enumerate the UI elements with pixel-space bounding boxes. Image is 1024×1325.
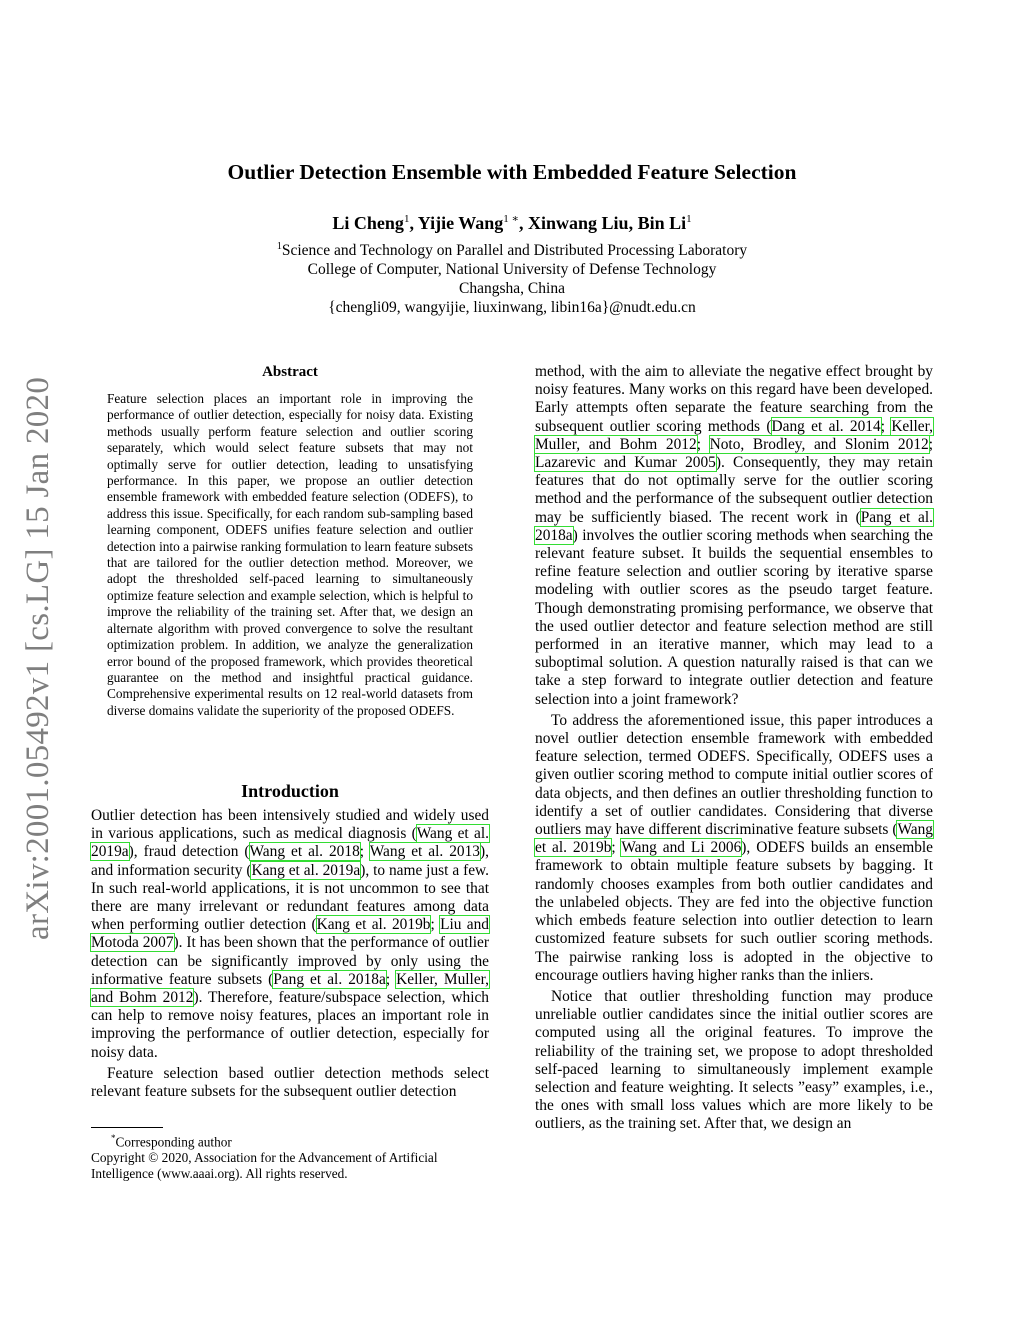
citation-link[interactable]: Liu and Motoda 2007	[91, 916, 490, 952]
affiliation-block	[140, 237, 884, 317]
citation-link[interactable]: Lazarevic and Kumar 2005	[535, 454, 716, 472]
citation-link[interactable]: Pang et al. 2018a	[273, 970, 386, 988]
affiliation-sup: 1	[276, 241, 282, 252]
author-name: Xinwang Liu, Bin Li	[528, 213, 687, 233]
introduction-heading: Introduction	[241, 781, 339, 801]
paper-title: Outlier Detection Ensemble with Embedded Feature Selection	[227, 160, 797, 184]
author-sup: 1	[403, 213, 410, 225]
affiliation-lab: Science and Technology on Parallel and Distributed Processing Laboratory	[281, 242, 748, 260]
affiliation-emails: {chengli09, wangyijie, liuxinwang, libin16a}@nudt.edu.cn	[328, 299, 696, 317]
author-list: Li Cheng$^1$, Yijie Wang$^{1 ∗}$, Xinwang Liu, Bin Li$^1$	[332, 213, 692, 233]
introduction-paragraph: Feature selection based outlier detection methods select relevant feature subsets for the subsequent outlier detection	[91, 1064, 489, 1101]
citation-link[interactable]: Wang et al. 2013	[369, 843, 481, 861]
abstract-heading: Abstract	[262, 364, 318, 380]
body-paragraph: Notice that outlier thresholding function may produce unreliable outlier candidates since the initial outlier scores are computed using all the original features. To improve the reliability of the training set, we propose to adopt thresholded self-paced learning to simultaneously implement example selection and feature weighting. It selects ”easy” examples, i.e., the ones with small loss values which are more likely to be outliers, as the training set. After that, we design an	[535, 987, 933, 1133]
citation-link[interactable]: Dang et al. 2014	[771, 417, 881, 435]
author-sup: 1	[686, 213, 692, 225]
body-paragraph: To address the aforementioned issue, this paper introduces a novel outlier detection ensemble framework with embedded feature selection, termed ODEFS. Specifically, ODEFS uses a given outlier scoring method to compute initial outlier scores of data objects, and then defines an outlier thresholding function to identify a set of outlier candidates. Considering that diverse outliers may have different discriminative feature subsets (Wang et al. 2019b; Wang and Li 2006), ODEFS builds an ensemble framework to obtain multiple feature subsets by bagging. It randomly chooses examples from both outlier candidates and the unlabeled objects. They are fed into the objective function which embeds feature selection into outlier detection to learn customized feature subsets for such outlier scoring methods. The pairwise ranking loss is adopted in the objective to encourage outliers having higher ranks than the inliers.	[535, 711, 933, 984]
footnote-block	[91, 1130, 489, 1182]
body-paragraph: method, with the aim to alleviate the negative effect brought by noisy features. Many works on this regard have been developed. Early attempts often separate the feature searching from the subsequent outlier scoring methods (Dang et al. 2014; Keller, Muller, and Bohm 2012; Noto, Brodley, and Slonim 2012; Lazarevic and Kumar 2005). Consequently, they may retain features that do not optimally serve for the outlier scoring method and the performance of the subsequent outlier detection may be sufficiently biased. The recent work in (Pang et al. 2018a) involves the outlier scoring methods when searching the relevant feature subset. It builds the sequential ensembles to refine feature selection and outlier scoring by iterative sparse modeling with outlier scores as the pseudo target feature. Though demonstrating promising performance, we observe that the used outlier detector and feature selection method are still performed in an iterative manner, which may lead to a suboptimal solution. A question naturally raised is that can we take a step forward to integrate outlier detection and feature selection into a joint framework?	[535, 363, 933, 708]
citation-link[interactable]: Noto, Brodley, and Slonim 2012	[709, 435, 929, 453]
right-column-body	[535, 363, 933, 1134]
corresponding-author-note: Corresponding author	[115, 1134, 232, 1150]
footnote-marker: *	[111, 1133, 116, 1143]
citation-link[interactable]: Kang et al. 2019b	[316, 916, 431, 934]
author-name: Li Cheng	[332, 213, 404, 233]
copyright-notice: Copyright © 2020, Association for the Advancement of Artificial Intelligence (www.aaai.org). All rights reserved.	[91, 1150, 438, 1182]
citation-link[interactable]: Keller, Muller, and Bohm 2012	[535, 417, 933, 453]
citation-link[interactable]: Wang et al. 2019b	[535, 821, 933, 857]
footnote-divider	[91, 1127, 163, 1128]
citation-link[interactable]: Wang and Li 2006	[621, 839, 742, 857]
abstract-text: Feature selection places an important role in improving the performance of outlier detection, especially for noisy data. Existing methods usually perform feature selection and outlier scoring separately, which would select feature subsets that may not optimally serve for outlier detection, leading to unsatisfying performance. In this paper, we propose an outlier detection ensemble framework with embedded feature selection (ODEFS), to address this issue. Specifically, for each random sub-sampling based learning component, ODEFS unifies feature selection and outlier detection into a pairwise ranking formulation to learn feature subsets that are tailored for the outlier detection method. Moreover, we adopt the thresholded self-paced learning to simultaneously optimize feature selection and example selection, which is helpful to improve the reliability of the training set. After that, we design an alternate algorithm with proved convergence to solve the resultant optimization problem. In addition, we analyze the generalization error bound of the proposed framework, which provides theoretical guarantee on the method and insightful practical guidance. Comprehensive experimental results on 12 real-world datasets from diverse domains validate the superiority of the proposed ODEFS.	[107, 391, 473, 718]
citation-link[interactable]: Wang et al. 2019a	[91, 825, 489, 861]
citation-link[interactable]: Kang et al. 2019a	[251, 861, 361, 879]
citation-link[interactable]: Pang et al. 2018a	[535, 508, 933, 544]
citation-link[interactable]: Keller, Muller, and Bohm 2012	[91, 970, 490, 1007]
arxiv-identifier: arXiv:2001.05492v1 [cs.LG] 15 Jan 2020	[20, 376, 56, 940]
author-name: Yijie Wang	[417, 213, 504, 233]
introduction-paragraph: Outlier detection has been intensively studied and widely used in various applications, such as medical diagnosis (Wang et al. 2019a), fraud detection (Wang et al. 2018; Wang et al. 2013), and information security (Kang et al. 2019a), to name just a few. In such real-world applications, it is not uncommon to see that there are many irrelevant or redundant features among data when performing outlier detection (Kang et al. 2019b; Liu and Motoda 2007). It has been shown that the performance of outlier detection can be significantly improved by only using the informative feature subsets (Pang et al. 2018a; Keller, Muller, and Bohm 2012). Therefore, feature/subspace selection, which can help to remove noisy features, places an important role in improving the performance of outlier detection, especially for noisy data.	[91, 807, 490, 1061]
affiliation-college: College of Computer, National University of Defense Technology	[307, 261, 717, 279]
citation-link[interactable]: Wang et al. 2018	[249, 843, 360, 861]
affiliation-city: Changsha, China	[459, 280, 565, 298]
introduction-body	[91, 807, 489, 1101]
author-sup: 1 ∗	[503, 213, 520, 225]
